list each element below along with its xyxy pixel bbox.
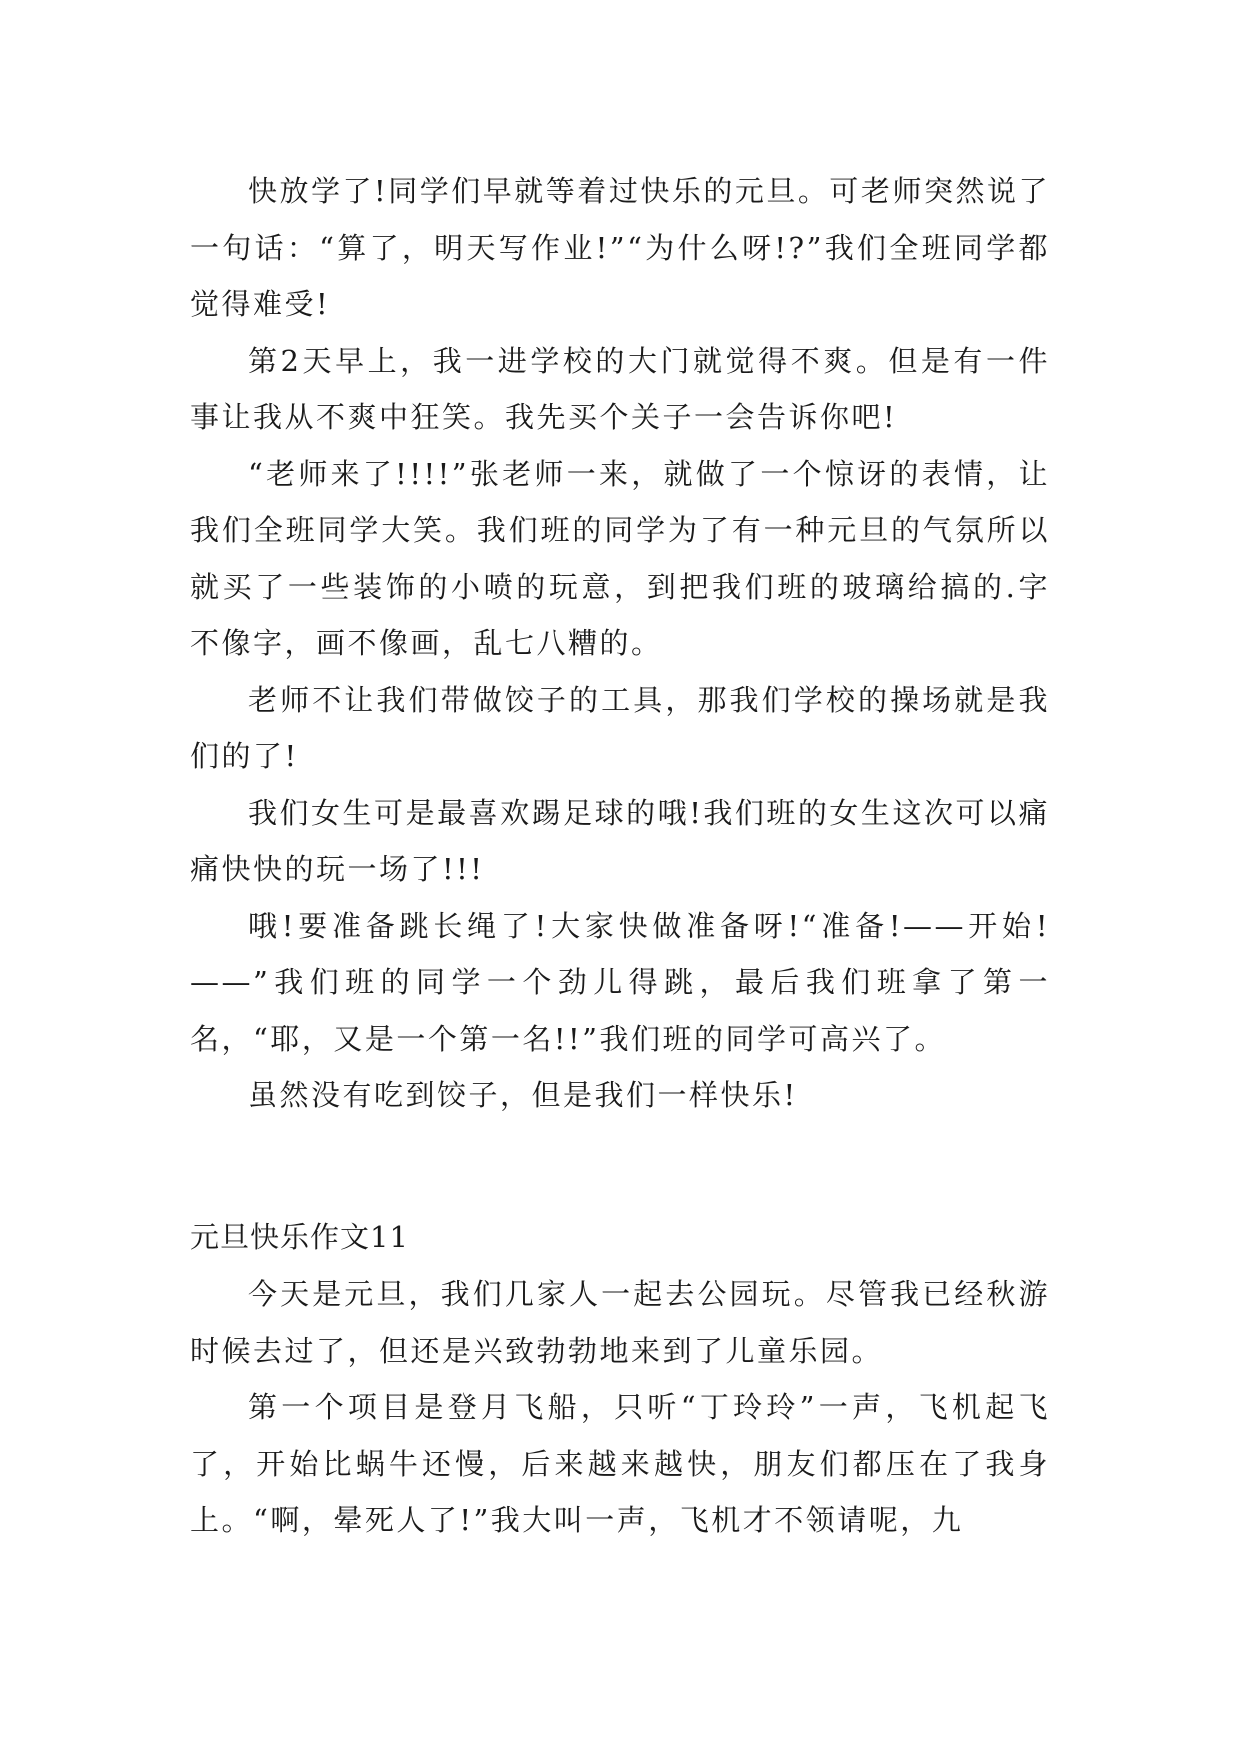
essay-title: 元旦快乐作文11 (190, 1220, 409, 1254)
paragraph: 哦!要准备跳长绳了!大家快做准备呀!“准备!——开始!——”我们班的同学一个劲儿得跳，最后我们班拿了第一名，“耶，又是一个第一名!!”我们班的同学可高兴了。 (190, 908, 1050, 1056)
paragraph: 第2天早上，我一进学校的大门就觉得不爽。但是有一件事让我从不爽中狂笑。我先买个关子一会告诉你吧! (190, 343, 1050, 434)
essay-section-1 (190, 163, 1050, 1124)
paragraph: 我们女生可是最喜欢踢足球的哦!我们班的女生这次可以痛痛快快的玩一场了!!! (190, 795, 1050, 886)
paragraph: 今天是元旦，我们几家人一起去公园玩。尽管我已经秋游时候去过了，但还是兴致勃勃地来到了儿童乐园。 (190, 1277, 1050, 1368)
paragraph: 虽然没有吃到饺子，但是我们一样快乐! (248, 1078, 798, 1112)
essay-section-2 (190, 1266, 1050, 1549)
paragraph: “老师来了!!!!”张老师一来，就做了一个惊讶的表情，让我们全班同学大笑。我们班的同学为了有一种元旦的气氛所以就买了一些装饰的小喷的玩意，到把我们班的玻璃给搞的.字不像字，画不像画，乱七八糟的。 (190, 456, 1050, 660)
paragraph: 快放学了!同学们早就等着过快乐的元旦。可老师突然说了一句话：“算了，明天写作业!”“为什么呀!?”我们全班同学都觉得难受! (190, 174, 1050, 321)
paragraph: 第一个项目是登月飞船，只听“丁玲玲”一声，飞机起飞了，开始比蜗牛还慢，后来越来越快，朋友们都压在了我身上。“啊，晕死人了!”我大叫一声，飞机才不领请呢，九 (190, 1390, 1050, 1537)
paragraph: 老师不让我们带做饺子的工具，那我们学校的操场就是我们的了! (190, 682, 1050, 773)
